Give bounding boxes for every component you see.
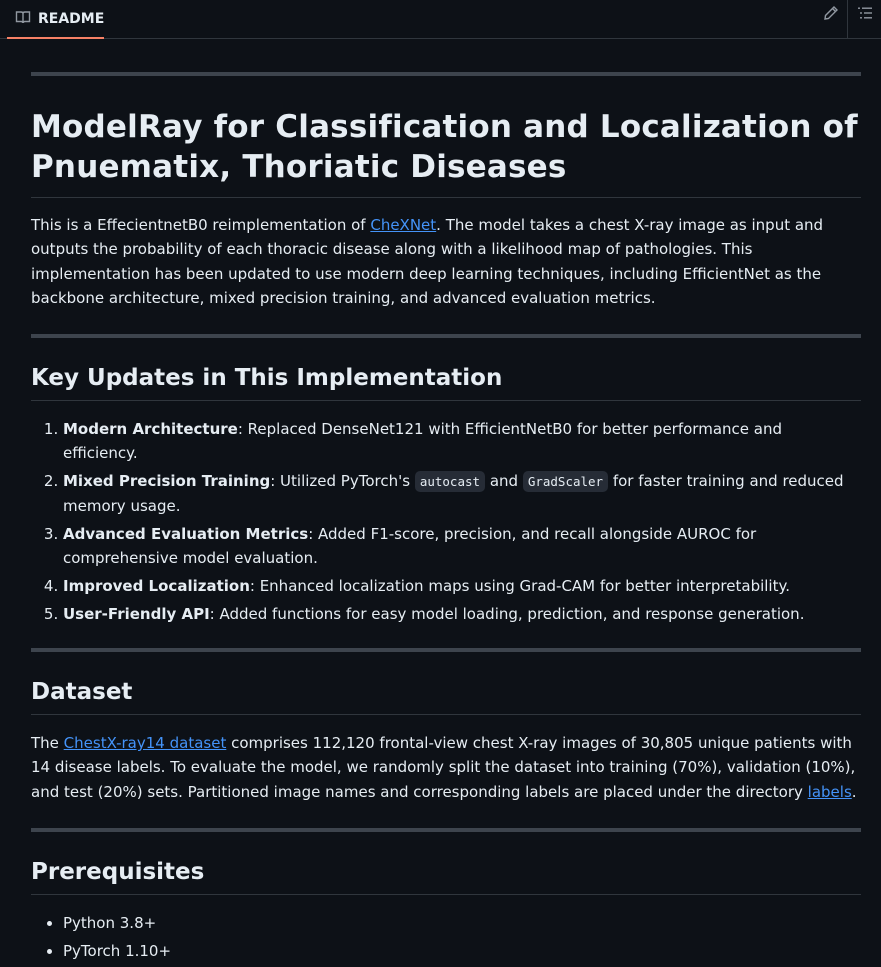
chestxray14-link[interactable]: ChestX-ray14 dataset (63, 734, 227, 753)
list-item (63, 574, 861, 598)
readme-content (31, 72, 861, 967)
readme-header (0, 0, 881, 39)
readme-actions (814, 0, 881, 38)
item-title: Modern Architecture (63, 420, 238, 439)
tab-readme[interactable] (7, 0, 104, 39)
updates-list (31, 417, 861, 626)
intro-text-2: . The model takes a chest X-ray image as input and outputs the probability of each thoracic disease along with a likelihood map of pathologies. This implementation has been updated to use modern deep learning techniques, including EfficientNet as the backbone architecture, mixed precision training, and advanced evaluation metrics. (31, 216, 824, 307)
horizontal-rule (31, 72, 861, 76)
edit-button[interactable] (814, 0, 847, 30)
item-text: : Replaced DenseNet121 with EfficientNetB0 for better performance and efficiency. (63, 420, 782, 463)
chexnet-link[interactable]: CheXNet (370, 216, 437, 234)
tab-readme-label: README (38, 10, 105, 27)
horizontal-rule (31, 334, 861, 338)
code-gradscaler: GradScaler (523, 471, 608, 492)
list-item (63, 522, 861, 570)
list-item (63, 602, 861, 626)
section-heading-updates: Key Updates in This Implementation (31, 363, 861, 401)
item-text: : Added F1-score, precision, and recall alongside AUROC for comprehensive model evaluation. (63, 525, 757, 568)
horizontal-rule (31, 648, 861, 652)
item-text: : Added functions for easy model loading, prediction, and response generation. (209, 605, 805, 624)
book-icon (15, 9, 31, 29)
intro-text-1: This is a EffecientnetB0 reimplementation of (31, 216, 371, 234)
list-item: • Python 3.8+ (63, 911, 861, 935)
list-item: • PyTorch 1.10+ (63, 939, 861, 963)
dataset-text-3: . (851, 782, 857, 801)
horizontal-rule (31, 828, 861, 832)
outline-button[interactable] (848, 0, 881, 30)
dataset-text-1: The (31, 734, 64, 753)
item-title: Mixed Precision Training (63, 472, 271, 491)
item-text: for faster training and reduced memory usage. (63, 472, 844, 516)
intro-paragraph (31, 213, 861, 310)
list-item (63, 417, 861, 465)
labels-link[interactable]: labels (807, 782, 852, 801)
page-title: ModelRay for Classification and Localization of Pnuematix, Thoriatic Diseases (31, 107, 861, 198)
item-text: : Utilized PyTorch's (270, 472, 415, 491)
item-title: Advanced Evaluation Metrics (63, 525, 309, 544)
item-text: and (485, 472, 523, 491)
item-title: User-Friendly API (63, 605, 210, 624)
item-text: : Enhanced localization maps using Grad-CAM for better interpretability. (249, 577, 790, 596)
dataset-text-2: comprises 112,120 frontal-view chest X-ray images of 30,805 unique patients with 14 disease labels. To evaluate the model, we randomly split the dataset into training (70%), validation (10%), and test (20%) sets. Partitioned image names and corresponding labels are placed under the directory (31, 734, 856, 801)
item-title: Improved Localization (63, 577, 250, 596)
list-item (63, 469, 861, 518)
section-heading-prerequisites: Prerequisites (31, 857, 861, 895)
code-autocast: autocast (415, 471, 485, 492)
prerequisites-list (31, 911, 861, 963)
section-heading-dataset: Dataset (31, 677, 861, 715)
dataset-paragraph (31, 731, 861, 804)
pencil-icon (823, 5, 839, 25)
list-icon (857, 5, 873, 25)
